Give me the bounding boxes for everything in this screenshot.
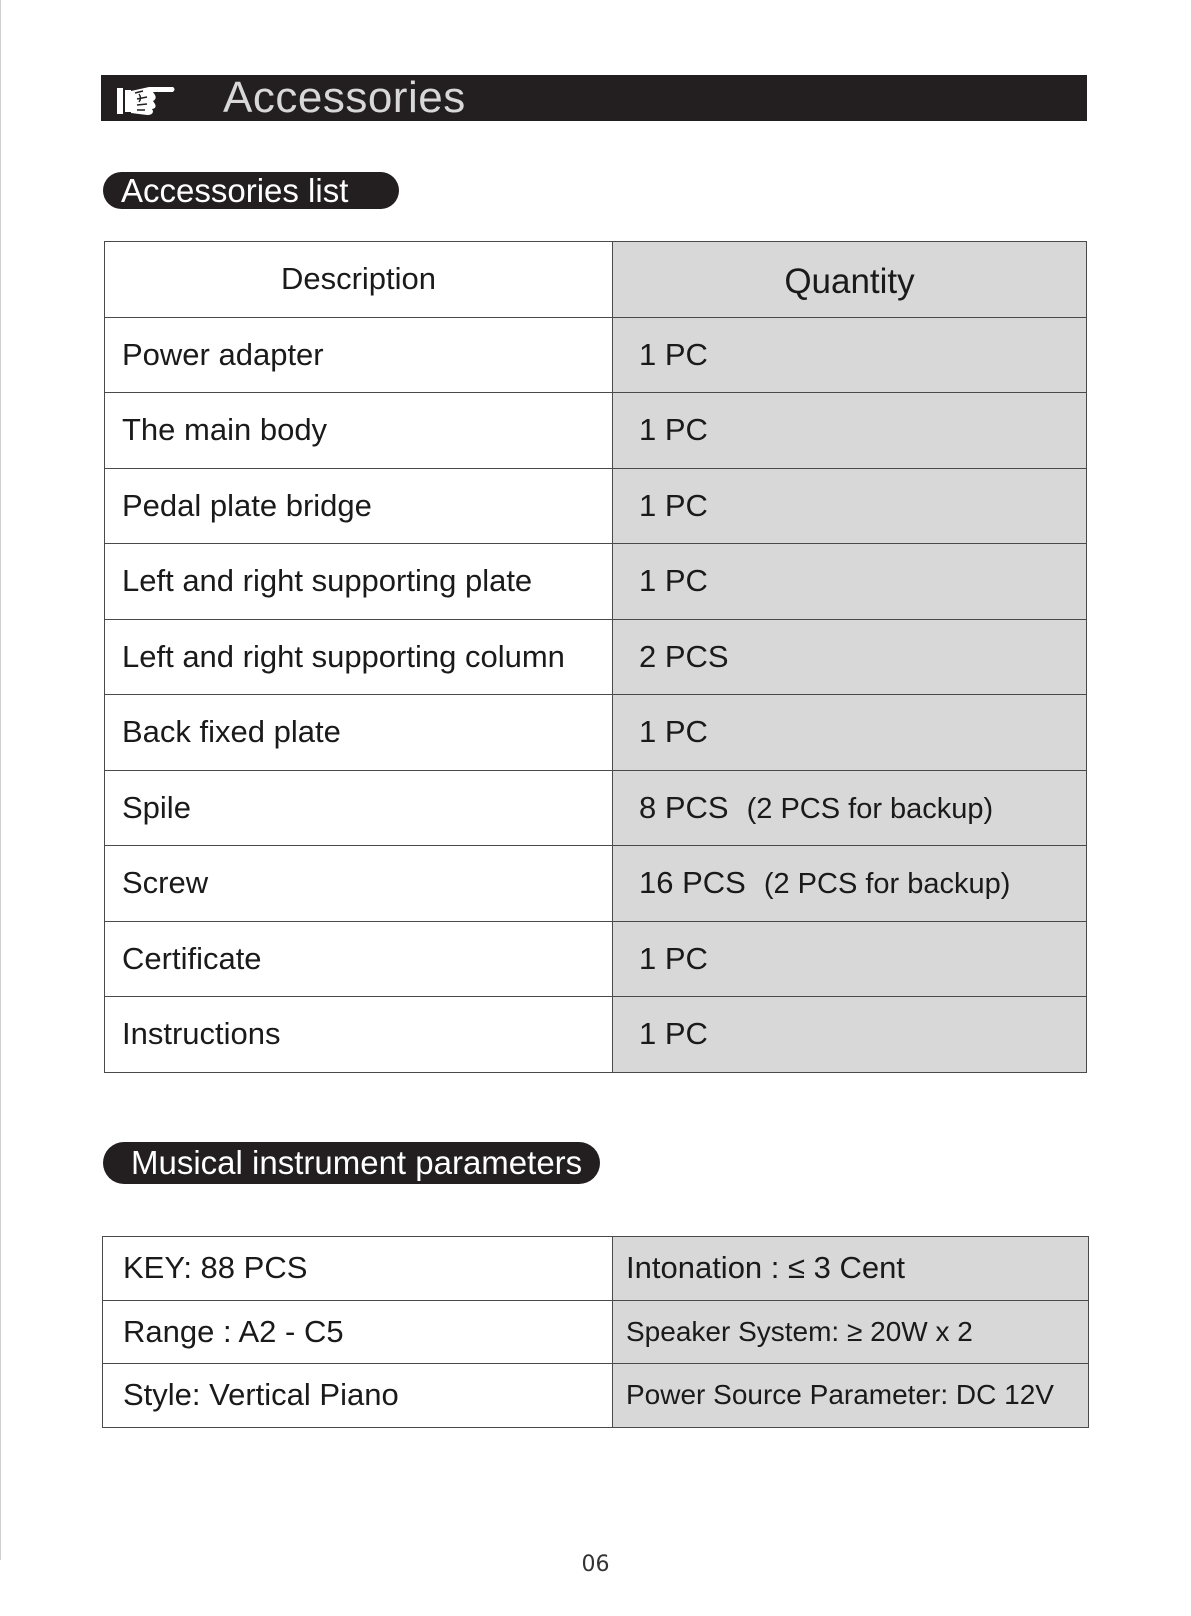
row-description: The main body — [105, 393, 613, 469]
quantity-value: 1 PC — [639, 714, 708, 750]
row-quantity — [613, 393, 1087, 469]
parameter-style: Style: Vertical Piano — [103, 1364, 613, 1428]
row-description: Spile — [105, 770, 613, 846]
table-row — [105, 770, 1087, 846]
table-row — [105, 544, 1087, 620]
table-row — [103, 1364, 1089, 1428]
table-row — [103, 1300, 1089, 1364]
parameters-heading — [103, 1142, 600, 1184]
accessories-table — [104, 241, 1087, 1073]
row-description: Left and right supporting plate — [105, 544, 613, 620]
row-description: Instructions — [105, 997, 613, 1073]
quantity-note: (2 PCS for backup) — [763, 868, 1011, 901]
row-description: Screw — [105, 846, 613, 922]
quantity-value: 1 PC — [639, 563, 708, 599]
page-number: 06 — [581, 1552, 610, 1577]
page-title: Accessories — [223, 73, 466, 122]
accessories-list-heading-text: Accessories list — [121, 172, 349, 209]
table-row — [105, 317, 1087, 393]
table-row — [105, 393, 1087, 469]
row-quantity — [613, 846, 1087, 922]
row-description: Back fixed plate — [105, 695, 613, 771]
table-header-row — [105, 242, 1087, 318]
quantity-value: 8 PCS — [639, 789, 729, 825]
row-quantity — [613, 317, 1087, 393]
row-quantity — [613, 921, 1087, 997]
row-description: Left and right supporting column — [105, 619, 613, 695]
column-header-description: Description — [105, 242, 613, 318]
section-title-bar — [101, 75, 1087, 121]
row-description: Power adapter — [105, 317, 613, 393]
table-row — [103, 1237, 1089, 1301]
accessories-list-heading — [103, 172, 399, 209]
pointing-hand-icon — [115, 79, 177, 117]
table-row — [105, 846, 1087, 922]
row-quantity — [613, 544, 1087, 620]
quantity-note: (2 PCS for backup) — [746, 792, 994, 825]
parameter-power-source: Power Source Parameter: DC 12V — [613, 1364, 1089, 1428]
table-row — [105, 997, 1087, 1073]
parameters-heading-text: Musical instrument parameters — [131, 1144, 583, 1181]
row-description: Pedal plate bridge — [105, 468, 613, 544]
quantity-value: 1 PC — [639, 336, 708, 372]
quantity-value: 1 PC — [639, 412, 708, 448]
row-quantity — [613, 997, 1087, 1073]
quantity-value: 1 PC — [639, 1016, 708, 1052]
parameter-key: KEY: 88 PCS — [103, 1237, 613, 1301]
table-row — [105, 695, 1087, 771]
table-row — [105, 468, 1087, 544]
page-left-edge — [0, 0, 1, 1560]
row-quantity — [613, 468, 1087, 544]
quantity-value: 1 PC — [639, 940, 708, 976]
table-row — [105, 921, 1087, 997]
row-quantity — [613, 695, 1087, 771]
row-quantity — [613, 770, 1087, 846]
parameter-intonation: Intonation : ≤ 3 Cent — [613, 1237, 1089, 1301]
quantity-value: 2 PCS — [639, 638, 729, 674]
table-row — [105, 619, 1087, 695]
parameter-speaker-system: Speaker System: ≥ 20W x 2 — [613, 1300, 1089, 1364]
row-quantity — [613, 619, 1087, 695]
column-header-quantity: Quantity — [613, 242, 1087, 318]
parameter-range: Range : A2 - C5 — [103, 1300, 613, 1364]
parameters-table — [102, 1236, 1089, 1428]
quantity-value: 16 PCS — [639, 865, 746, 901]
row-description: Certificate — [105, 921, 613, 997]
quantity-value: 1 PC — [639, 487, 708, 523]
